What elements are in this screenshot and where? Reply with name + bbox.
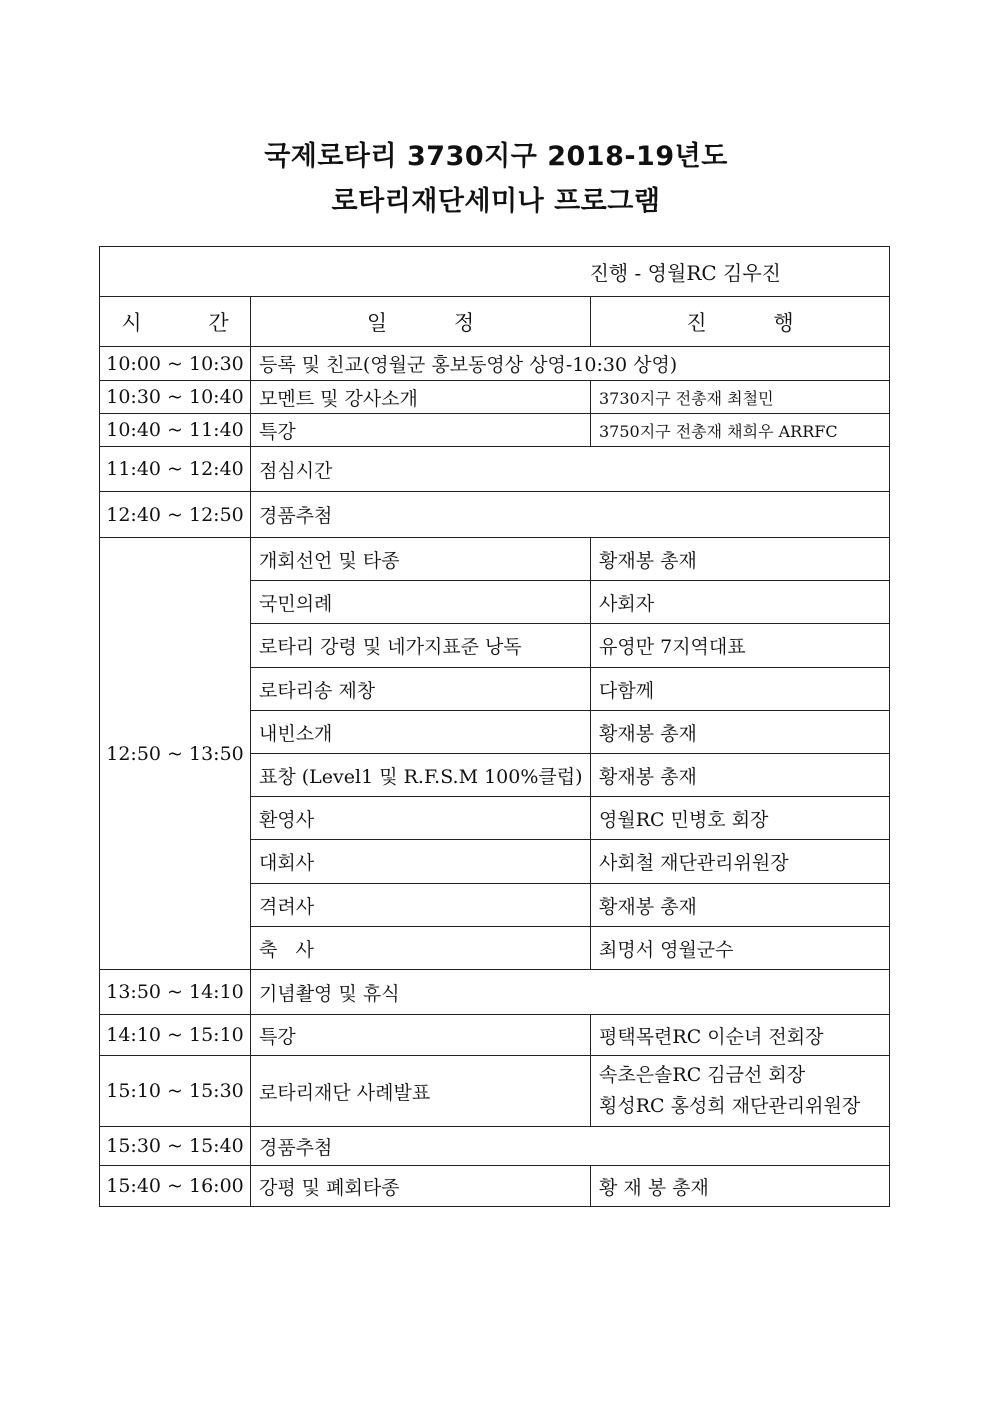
table-row bbox=[100, 447, 890, 492]
time-cell: 11:40 ~ 12:40 bbox=[100, 447, 251, 492]
presenter-cell: 황재봉 총재 bbox=[591, 538, 890, 581]
schedule-cell: 경품추첨 bbox=[251, 1127, 890, 1166]
time-cell: 10:30 ~ 10:40 bbox=[100, 381, 251, 414]
schedule-cell: 로타리재단 사례발표 bbox=[251, 1056, 591, 1127]
presenter-cell: 3750지구 전총재 채희우 ARRFC bbox=[591, 414, 890, 447]
presenter-cell: 유영만 7지역대표 bbox=[591, 624, 890, 668]
header-presenter: 진 행 bbox=[591, 297, 890, 347]
host-row bbox=[100, 247, 890, 297]
presenter-cell: 황재봉 총재 bbox=[591, 754, 890, 797]
schedule-cell: 로타리 강령 및 네가지표준 낭독 bbox=[251, 624, 591, 668]
page-title: 국제로타리 3730지구 2018-19년도 bbox=[264, 141, 728, 172]
presenter-cell bbox=[591, 1056, 890, 1127]
table-row bbox=[100, 414, 890, 447]
presenter-line: 속초은솔RC 김금선 회장 bbox=[599, 1064, 806, 1086]
schedule-cell: 개회선언 및 타종 bbox=[251, 538, 591, 581]
header-row bbox=[100, 297, 890, 347]
schedule-cell: 국민의례 bbox=[251, 581, 591, 624]
schedule-cell: 모멘트 및 강사소개 bbox=[251, 381, 591, 414]
header-schedule: 일 정 bbox=[251, 297, 591, 347]
presenter-cell: 황 재 봉 총재 bbox=[591, 1166, 890, 1207]
schedule-cell: 축 사 bbox=[251, 927, 591, 970]
time-cell: 15:30 ~ 15:40 bbox=[100, 1127, 251, 1166]
schedule-cell: 경품추첨 bbox=[251, 492, 890, 538]
schedule-cell: 표창 (Level1 및 R.F.S.M 100%클럽) bbox=[251, 754, 591, 797]
schedule-cell: 내빈소개 bbox=[251, 711, 591, 754]
time-cell: 14:10 ~ 15:10 bbox=[100, 1015, 251, 1056]
presenter-line: 횡성RC 홍성희 재단관리위원장 bbox=[599, 1095, 861, 1117]
schedule-cell: 강평 및 폐회타종 bbox=[251, 1166, 591, 1207]
header-time: 시 간 bbox=[100, 297, 251, 347]
table-row bbox=[100, 1127, 890, 1166]
time-cell: 12:40 ~ 12:50 bbox=[100, 492, 251, 538]
schedule-cell: 격려사 bbox=[251, 884, 591, 927]
time-cell: 12:50 ~ 13:50 bbox=[100, 538, 251, 970]
time-cell: 10:40 ~ 11:40 bbox=[100, 414, 251, 447]
presenter-cell: 영월RC 민병호 회장 bbox=[591, 797, 890, 840]
table-row bbox=[100, 1056, 890, 1127]
table-row bbox=[100, 381, 890, 414]
presenter-cell: 다함께 bbox=[591, 668, 890, 711]
presenter-cell: 사회자 bbox=[591, 581, 890, 624]
table-row bbox=[100, 1015, 890, 1056]
table-row bbox=[100, 492, 890, 538]
time-cell: 13:50 ~ 14:10 bbox=[100, 970, 251, 1015]
schedule-cell: 로타리송 제창 bbox=[251, 668, 591, 711]
schedule-cell: 기념촬영 및 휴식 bbox=[251, 970, 890, 1015]
table-row bbox=[100, 970, 890, 1015]
schedule-cell: 점심시간 bbox=[251, 447, 890, 492]
schedule-cell: 특강 bbox=[251, 414, 591, 447]
presenter-cell: 최명서 영월군수 bbox=[591, 927, 890, 970]
schedule-cell: 대회사 bbox=[251, 840, 591, 884]
presenter-cell: 황재봉 총재 bbox=[591, 711, 890, 754]
table-row bbox=[100, 1166, 890, 1207]
presenter-cell: 사회철 재단관리위원장 bbox=[591, 840, 890, 884]
program-table bbox=[99, 246, 890, 1207]
presenter-cell: 3730지구 전총재 최철민 bbox=[591, 381, 890, 414]
schedule-cell: 환영사 bbox=[251, 797, 591, 840]
time-cell: 15:10 ~ 15:30 bbox=[100, 1056, 251, 1127]
time-cell: 15:40 ~ 16:00 bbox=[100, 1166, 251, 1207]
time-cell: 10:00 ~ 10:30 bbox=[100, 347, 251, 381]
page-subtitle: 로타리재단세미나 프로그램 bbox=[331, 186, 661, 217]
presenter-cell: 평택목련RC 이순녀 전회장 bbox=[591, 1015, 890, 1056]
table-row bbox=[100, 538, 890, 581]
presenter-cell: 황재봉 총재 bbox=[591, 884, 890, 927]
host-text: 진행 - 영월RC 김우진 bbox=[100, 247, 890, 297]
schedule-cell: 특강 bbox=[251, 1015, 591, 1056]
schedule-cell: 등록 및 친교(영월군 홍보동영상 상영-10:30 상영) bbox=[251, 347, 890, 381]
table-row bbox=[100, 347, 890, 381]
